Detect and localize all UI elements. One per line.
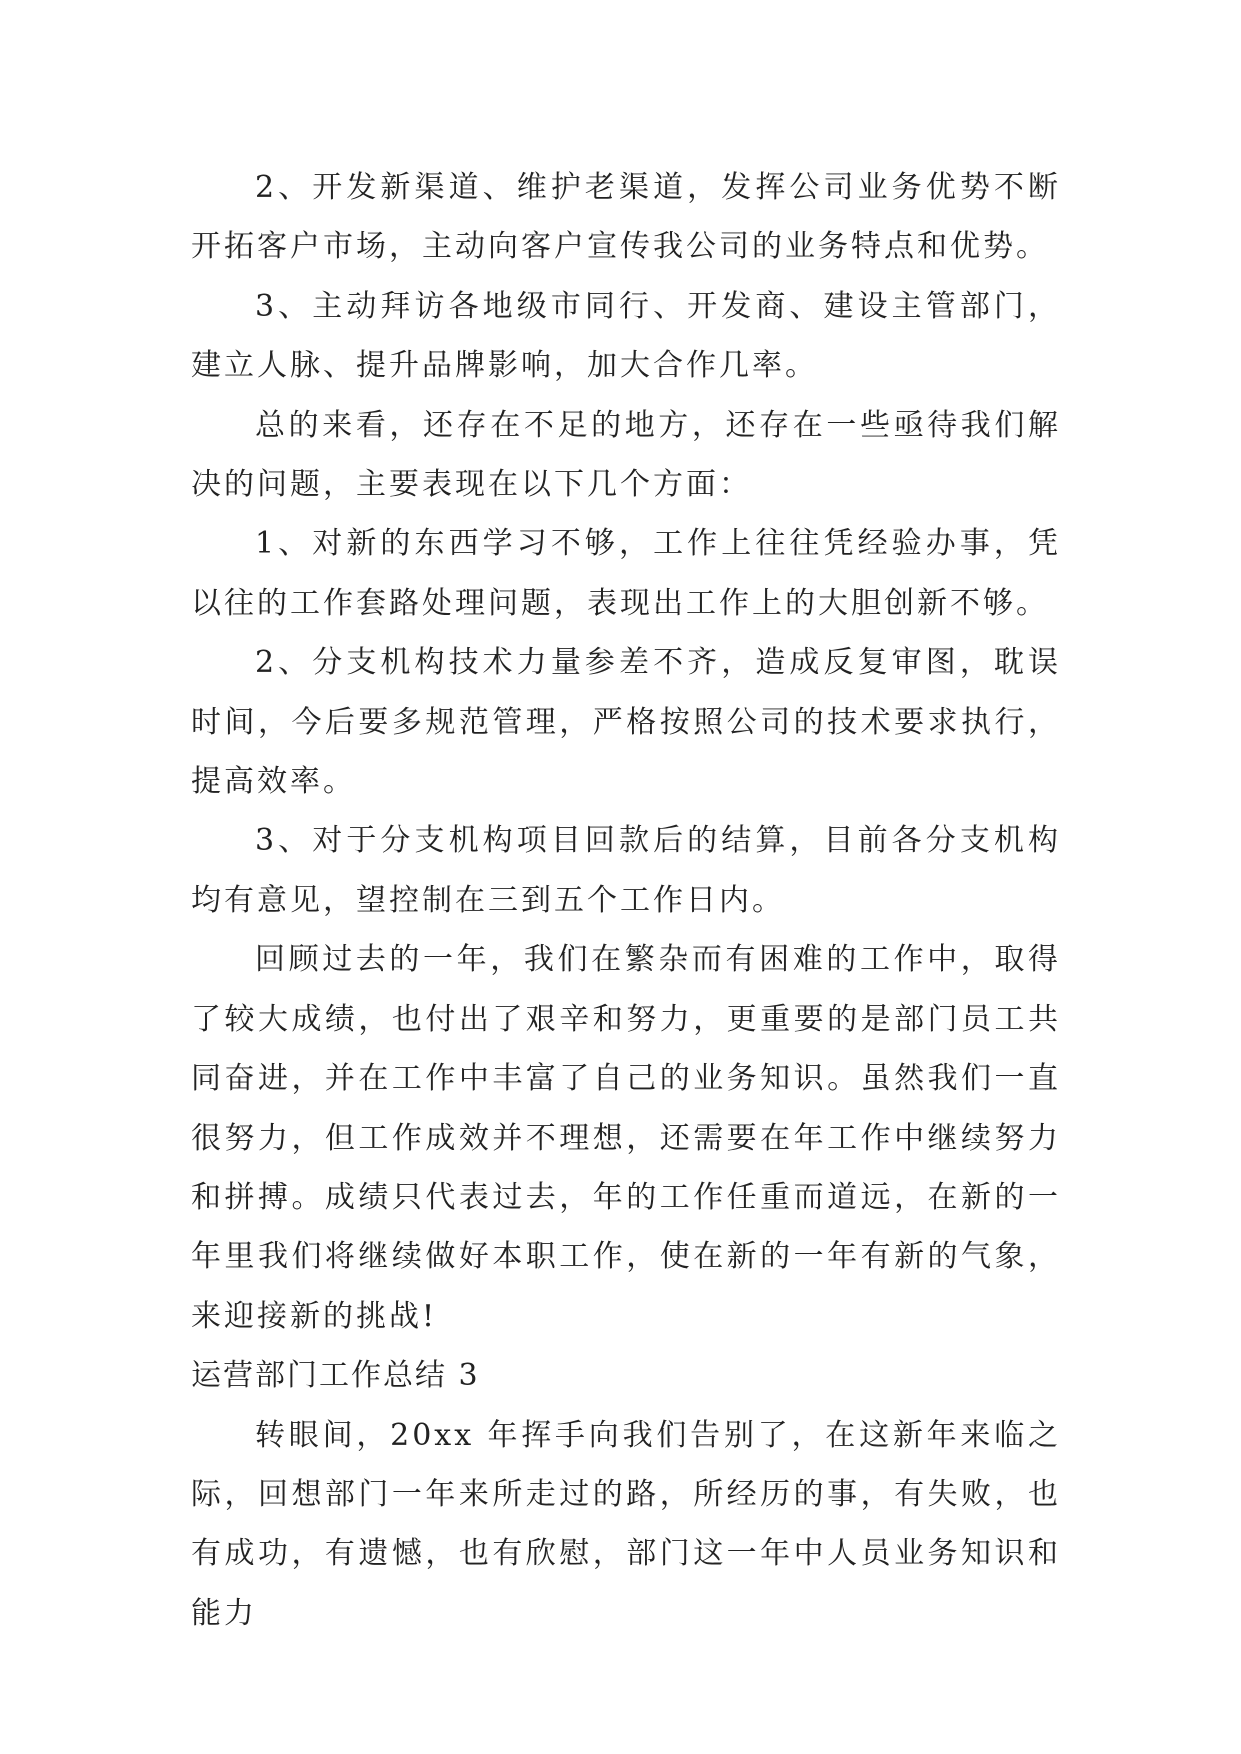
paragraph-issue-3: 3、对于分支机构项目回款后的结算，目前各分支机构均有意见，望控制在三到五个工作日内。 — [191, 823, 1061, 918]
paragraph-summary: 总的来看，还存在不足的地方，还存在一些亟待我们解决的问题，主要表现在以下几个方面： — [191, 407, 1061, 503]
paragraph-review: 回顾过去的一年，我们在繁杂而有困难的工作中，取得了较大成绩，也付出了艰辛和努力，更重要的是部门员工共同奋进，并在工作中丰富了自己的业务知识。虽然我们一直很努力，但工作成效并不理想，还需要在年工作中继续努力和拼搏。成绩只代表过去，年的工作任重而道远，在新的一年里我们将继续做好本职工作，使在新的一年有新的气象，来迎接新的挑战! — [191, 942, 1061, 1334]
paragraph-issue-2: 2、分支机构技术力量参差不齐，造成反复审图，耽误时间，今后要多规范管理，严格按照公司的技术要求执行，提高效率。 — [191, 645, 1061, 800]
paragraph-item-2: 2、开发新渠道、维护老渠道，发挥公司业务优势不断开拓客户市场，主动向客户宣传我公司的业务特点和优势。 — [191, 170, 1061, 265]
paragraph-issue-1: 1、对新的东西学习不够，工作上往往凭经验办事，凭以往的工作套路处理问题，表现出工作上的大胆创新不够。 — [191, 526, 1061, 621]
section-heading: 运营部门工作总结 3 — [191, 1358, 480, 1394]
paragraph-item-3: 3、主动拜访各地级市同行、开发商、建设主管部门，建立人脉、提升品牌影响，加大合作几率。 — [191, 288, 1061, 384]
document-body — [191, 158, 1061, 1643]
paragraph-section-intro: 转眼间，20xx 年挥手向我们告别了，在这新年来临之际，回想部门一年来所走过的路，所经历的事，有失败，也有成功，有遗憾，也有欣慰，部门这一年中人员业务知识和能力 — [191, 1417, 1061, 1631]
